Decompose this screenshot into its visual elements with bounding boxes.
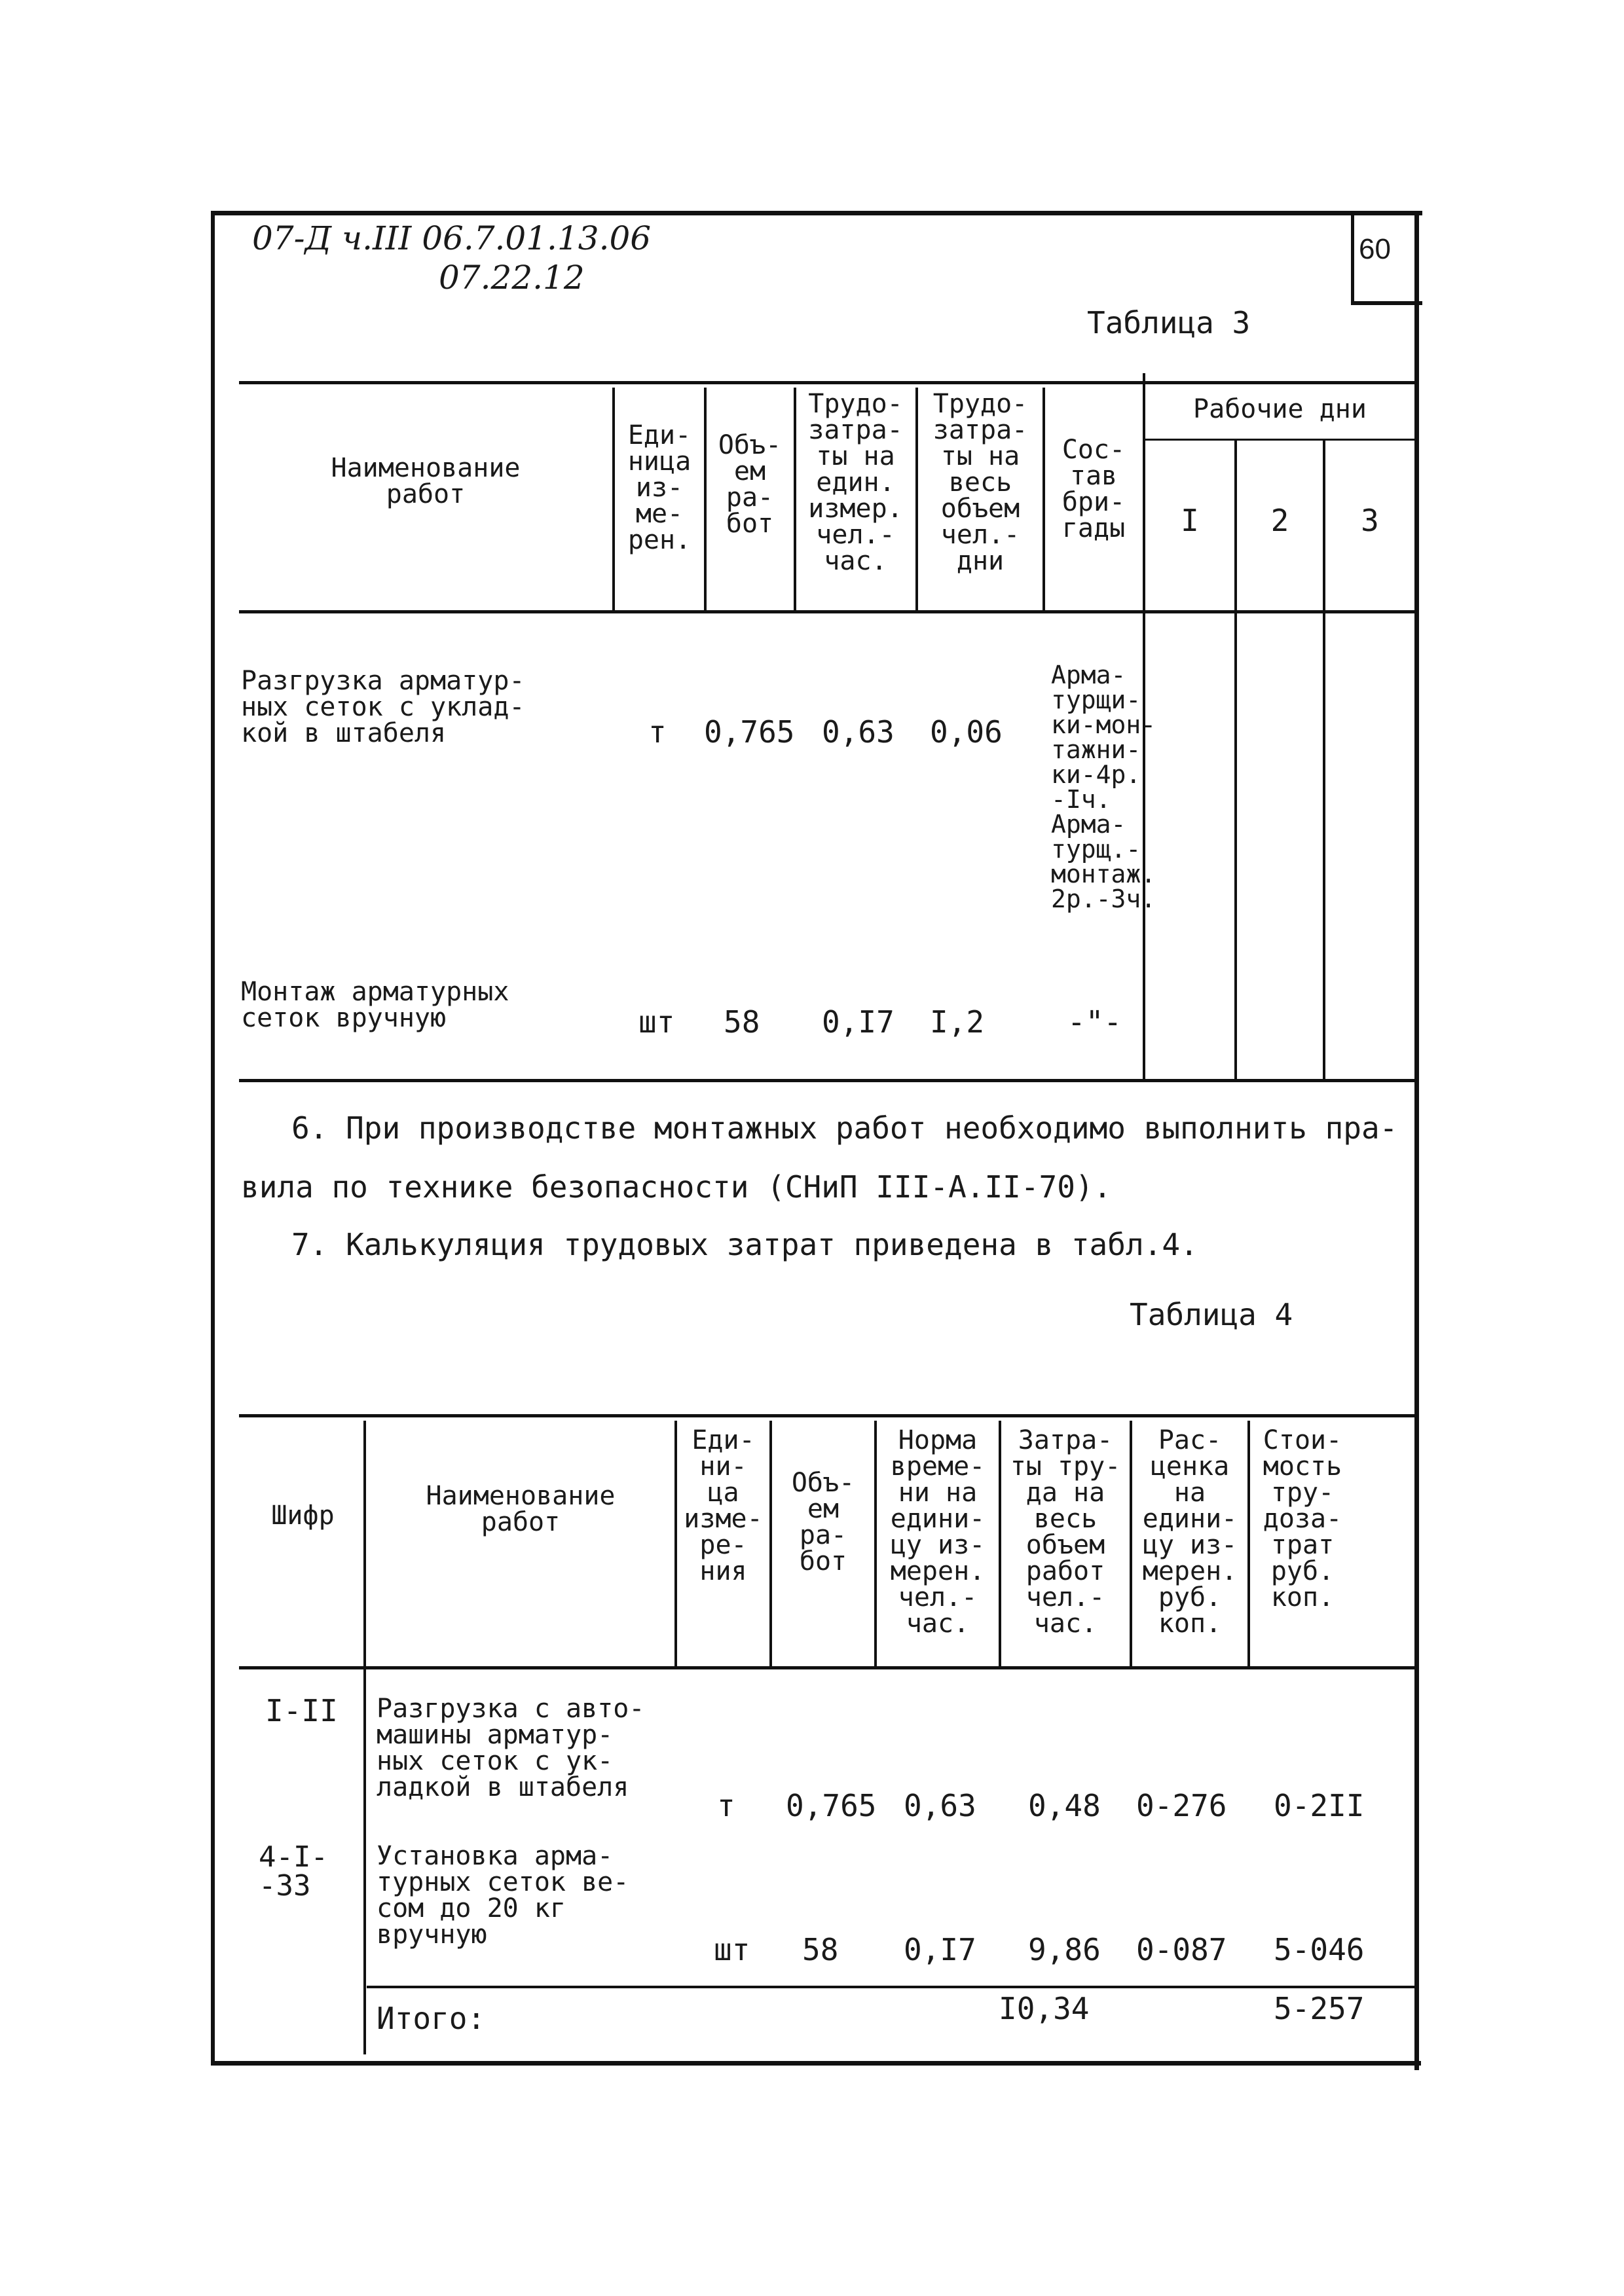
table4-row2-unit: шт	[714, 1932, 750, 1967]
table4-top-rule	[239, 1414, 1414, 1417]
table4-row2-norm: 0,I7	[904, 1932, 976, 1967]
table4-header-unit: Еди- ни- ца изме- ре- ния	[684, 1425, 763, 1586]
table3-header-labor-per-unit: Трудо- затра- ты на един. измер. чел.- час.	[808, 389, 903, 576]
frame-right-border	[1414, 211, 1419, 2070]
table3-header-crew: Сос- тав бри- гады	[1061, 435, 1126, 543]
table3-top-rule	[239, 381, 1414, 384]
table4-total-labor: I0,34	[999, 1991, 1090, 2026]
doc-code-line2: 07.22.12	[439, 259, 585, 297]
table3-col-rule	[1323, 440, 1325, 1082]
table4-header-volume: Объ- ем ра- бот	[791, 1468, 855, 1576]
doc-code-line1: 07-Д ч.III 06.7.01.13.06	[252, 219, 652, 257]
table3-header-volume: Объ- ем ра- бот	[718, 430, 782, 539]
table3-bottom-rule	[239, 1079, 1414, 1082]
frame-left-border	[211, 211, 215, 2064]
table4-header-code: Шифр	[271, 1501, 335, 1531]
table3-row1-name: Разгрузка арматур- ных сеток с уклад- кой в штабеля	[241, 666, 525, 748]
frame-bottom-border	[211, 2061, 1421, 2066]
table3-row2-volume: 58	[724, 1004, 760, 1040]
table3-row2-unit: шт	[638, 1004, 675, 1040]
table3-row2-labor-total: I,2	[930, 1004, 985, 1040]
table3-row1-labor-per-unit: 0,63	[822, 714, 895, 750]
table3-header-name: Наименование работ	[331, 453, 521, 509]
table4-row1-name: Разгрузка с авто- машины арматур- ных сеток с ук- ладкой в штабеля	[377, 1694, 645, 1802]
table4-row1-rate: 0-276	[1136, 1788, 1227, 1823]
table4-header-rule	[239, 1666, 1414, 1669]
table3-col-rule	[1234, 440, 1237, 1082]
table4-row2-code: 4-I- -33	[259, 1840, 328, 1903]
table4-row1-cost: 0-2II	[1274, 1788, 1365, 1823]
table4-row2-cost: 5-046	[1274, 1932, 1365, 1967]
table4-header-cost: Стои- мость тру- доза- трат руб. коп.	[1263, 1425, 1342, 1613]
page-number: 60	[1359, 233, 1391, 265]
table4-row1-code: I-II	[265, 1693, 338, 1728]
frame-top-border	[211, 211, 1422, 215]
table3-header-day1: I	[1181, 503, 1199, 538]
table3-row1-volume: 0,765	[704, 714, 795, 750]
table4-col-rule	[363, 1421, 366, 2054]
table4-header-name: Наименование работ	[426, 1481, 616, 1537]
table4-row1-norm: 0,63	[904, 1788, 976, 1823]
table4-row2-name: Установка арма- турных сеток ве- сом до 20 кг вручную	[377, 1841, 629, 1950]
table4-header-labor: Затра- ты тру- да на весь объем работ чел.- час.	[1010, 1425, 1121, 1639]
table4-row2-labor: 9,86	[1028, 1932, 1101, 1967]
table3-row2-crew: -"-	[1067, 1004, 1122, 1040]
table4-row2-rate: 0-087	[1136, 1932, 1227, 1967]
table4-total-rule	[367, 1986, 1414, 1988]
table3-header-rule	[239, 610, 1414, 613]
paragraph-6-line1: 6. При производстве монтажных работ необходимо выполнить пра-	[291, 1110, 1398, 1146]
table3-header-unit: Еди- ница из- ме- рен.	[627, 420, 692, 555]
table3-workdays-rule	[1143, 439, 1414, 441]
table4-row2-volume: 58	[802, 1932, 839, 1967]
table4-total-label: Итого:	[377, 2001, 486, 2036]
table3-row2-labor-per-unit: 0,I7	[822, 1004, 895, 1040]
table4-header-norm: Норма време- ни на едини- цу из- мерен. чел.- час.	[890, 1425, 986, 1639]
table4-caption: Таблица 4	[1130, 1297, 1293, 1332]
table3-row2-name: Монтаж арматурных сеток вручную	[241, 977, 509, 1033]
table4-header-rate: Рас- ценка на едини- цу из- мерен. руб. коп.	[1142, 1425, 1238, 1639]
paragraph-7: 7. Калькуляция трудовых затрат приведена в табл.4.	[291, 1227, 1198, 1262]
table3-header-labor-total: Трудо- затра- ты на весь объем чел.- дни	[932, 389, 1028, 576]
table4-row1-volume: 0,765	[786, 1788, 877, 1823]
table4-row1-labor: 0,48	[1028, 1788, 1101, 1823]
table3-header-day3: 3	[1361, 503, 1379, 538]
table4-total-cost: 5-257	[1274, 1991, 1365, 2026]
table4-row1-unit: т	[717, 1788, 735, 1823]
table3-row1-crew: Арма- турщи- ки-мон- тажни- ки-4р. -Iч. Арма- турщ.- монтаж. 2р.-3ч.	[1051, 661, 1156, 913]
paragraph-6-line2: вила по технике безопасности (СНиП III-А.II-70).	[241, 1169, 1112, 1205]
table3-header-day2: 2	[1270, 503, 1289, 538]
table3-header-workdays: Рабочие дни	[1193, 394, 1367, 424]
table3-row1-unit: т	[648, 714, 667, 750]
table3-caption: Таблица 3	[1087, 305, 1251, 340]
table3-row1-labor-total: 0,06	[930, 714, 1003, 750]
